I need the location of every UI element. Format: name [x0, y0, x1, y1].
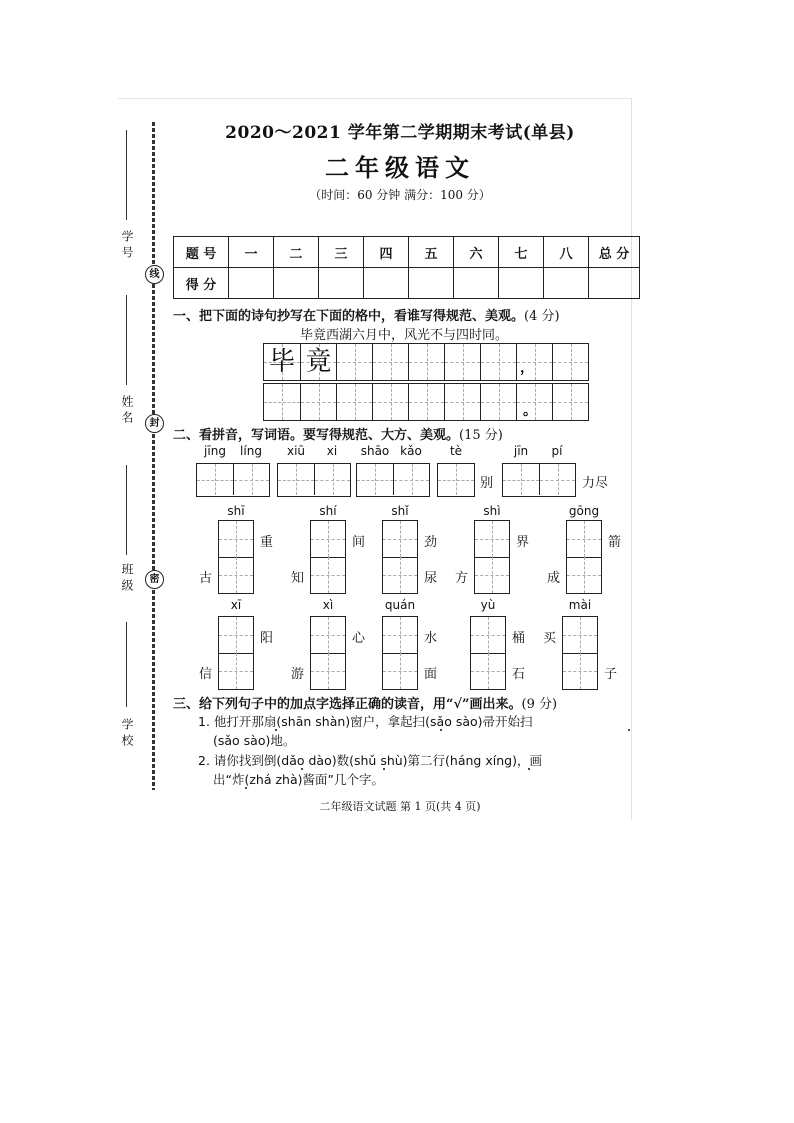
answer-box[interactable]: [196, 463, 270, 497]
write-line-class: [126, 465, 127, 555]
given-char: 古: [199, 571, 213, 586]
table-cell: 三: [319, 237, 364, 268]
emphasis-dot: [301, 768, 303, 770]
score-cell[interactable]: [364, 268, 409, 299]
grid-cell[interactable]: [372, 344, 408, 380]
table-cell: 一: [229, 237, 274, 268]
answer-box[interactable]: [310, 616, 346, 690]
pinyin: shāo: [360, 444, 390, 458]
given-char: 劲: [424, 535, 438, 550]
table-cell: 五: [409, 237, 454, 268]
pinyin: shí: [319, 504, 337, 518]
label-student-id: 学 号: [120, 230, 134, 258]
given-char: 桶: [512, 631, 526, 646]
pinyin: shǐ: [391, 504, 409, 518]
table-cell: 二: [274, 237, 319, 268]
answer-box[interactable]: [218, 520, 254, 594]
grid-cell[interactable]: [300, 384, 336, 420]
given-char: 知: [291, 571, 305, 586]
table-cell: 七: [499, 237, 544, 268]
pinyin: yù: [480, 598, 496, 612]
period-mark: 。: [523, 403, 537, 419]
grid-cell[interactable]: [336, 344, 372, 380]
grid-cell[interactable]: [444, 384, 480, 420]
answer-box[interactable]: [277, 463, 351, 497]
section1-heading: 一、把下面的诗句抄写在下面的格中，看谁写得规范、美观。(4 分): [173, 309, 560, 324]
given-char: 游: [291, 667, 305, 682]
emphasis-dot: [245, 787, 247, 789]
comma-mark: ，: [520, 360, 534, 376]
answer-box[interactable]: [356, 463, 430, 497]
pinyin: xiū: [286, 444, 306, 458]
table-cell: 题 号: [174, 237, 229, 268]
table-cell: 得 分: [174, 268, 229, 299]
table-cell: 六: [454, 237, 499, 268]
table-row: [174, 268, 640, 299]
answer-box[interactable]: [566, 520, 602, 594]
given-char: 心: [352, 631, 366, 646]
table-cell: 八: [544, 237, 589, 268]
pinyin: shì: [483, 504, 501, 518]
pinyin: shī: [227, 504, 245, 518]
section3-heading: 三、给下列句子中的加点字选择正确的读音，用“√”画出来。(9 分): [173, 697, 558, 712]
answer-box[interactable]: [470, 616, 506, 690]
answer-box[interactable]: [562, 616, 598, 690]
copy-grid-row-1: [263, 343, 589, 381]
given-char: 信: [199, 667, 213, 682]
grid-cell: 竟: [300, 344, 336, 380]
pinyin: líng: [240, 444, 262, 458]
given-char: 箭: [608, 535, 622, 550]
answer-box[interactable]: [218, 616, 254, 690]
pinyin: jīn: [513, 444, 529, 458]
exam-info: （时间：60 分钟 满分：100 分）: [309, 188, 491, 202]
poem-line: 毕竟西湖六月中，风光不与四时同。: [300, 328, 509, 343]
given-char: 力尽: [582, 476, 609, 491]
table-cell: 四: [364, 237, 409, 268]
pinyin: quán: [384, 598, 416, 612]
grid-cell: [552, 344, 588, 380]
given-char: 别: [480, 476, 494, 491]
answer-box[interactable]: [382, 520, 418, 594]
grid-cell[interactable]: [372, 384, 408, 420]
grid-cell[interactable]: [264, 384, 300, 420]
answer-box[interactable]: [382, 616, 418, 690]
emphasis-dot: [628, 729, 630, 731]
grid-cell[interactable]: [408, 344, 444, 380]
given-char: 界: [516, 535, 530, 550]
label-name: 姓 名: [120, 395, 134, 423]
pinyin: xi: [326, 444, 338, 458]
given-char: 尿: [424, 571, 438, 586]
grid-cell[interactable]: [444, 344, 480, 380]
score-cell[interactable]: [409, 268, 454, 299]
score-cell[interactable]: [454, 268, 499, 299]
grid-cell[interactable]: [336, 384, 372, 420]
score-cell[interactable]: [274, 268, 319, 299]
emphasis-dot: [528, 768, 530, 770]
score-cell[interactable]: [229, 268, 274, 299]
section2-heading: 二、看拼音，写词语。要写得规范、大方、美观。(15 分): [173, 428, 503, 443]
section3-points: (9 分): [521, 697, 558, 712]
score-table: [173, 236, 640, 299]
seal-xian: 线: [145, 265, 164, 284]
label-school: 学 校: [120, 718, 134, 746]
grid-cell[interactable]: [408, 384, 444, 420]
answer-box[interactable]: [474, 520, 510, 594]
pinyin: xì: [322, 598, 334, 612]
given-char: 重: [260, 535, 274, 550]
pinyin: pí: [551, 444, 563, 458]
pinyin: gōng: [568, 504, 600, 518]
pinyin: mài: [568, 598, 592, 612]
score-cell[interactable]: [589, 268, 640, 299]
given-char: 间: [352, 535, 366, 550]
grid-cell[interactable]: [480, 344, 516, 380]
paper-edge: [631, 98, 632, 820]
answer-box[interactable]: [310, 520, 346, 594]
seal-feng: 封: [145, 414, 164, 433]
question-1-line-1: 1. 他打开那扇(shān shàn)窗户，拿起扫(sǎo sào)帚开始扫: [198, 714, 533, 729]
given-char: 石: [512, 667, 526, 682]
grid-cell: 毕: [264, 344, 300, 380]
question-2-line-2: 出“炸(zhá zhà)酱面”几个字。: [213, 772, 384, 787]
given-char: 水: [424, 631, 438, 646]
given-char: 买: [543, 631, 557, 646]
table-row: [174, 237, 640, 268]
section1-points: (4 分): [524, 309, 560, 324]
seal-mi: 密: [145, 570, 164, 589]
pinyin: tè: [449, 444, 463, 458]
label-class: 班 级: [120, 563, 134, 591]
question-2-line-1: 2. 请你找到倒(dǎo dào)数(shǔ shù)第二行(háng xíng)，画: [198, 753, 542, 768]
binding-dashed-line: [152, 122, 155, 790]
pinyin: xī: [230, 598, 242, 612]
question-1-line-2: (sǎo sào)地。: [213, 733, 296, 748]
score-cell[interactable]: [319, 268, 364, 299]
emphasis-dot: [383, 768, 385, 770]
pinyin: jīng: [204, 444, 226, 458]
emphasis-dot: [440, 729, 442, 731]
section2-points: (15 分): [459, 428, 503, 443]
write-line-student-id: [126, 130, 127, 220]
grid-cell: [552, 384, 588, 420]
given-char: 方: [455, 571, 469, 586]
emphasis-dot: [275, 729, 277, 731]
answer-box[interactable]: [502, 463, 576, 497]
paper-edge: [118, 98, 632, 99]
page-footer: 二年级语文试题 第 1 页(共 4 页): [319, 800, 481, 813]
given-char: 阳: [260, 631, 274, 646]
grid-cell[interactable]: [480, 384, 516, 420]
given-char: 面: [424, 667, 438, 682]
answer-box[interactable]: [437, 463, 475, 497]
subject-title: 二年级语文: [325, 153, 475, 182]
given-char: 子: [604, 667, 618, 682]
pinyin: kǎo: [400, 444, 422, 458]
write-line-school: [126, 622, 127, 707]
table-cell: 总 分: [589, 237, 640, 268]
score-cell[interactable]: [544, 268, 589, 299]
copy-grid-row-2: [263, 383, 589, 421]
write-line-name: [126, 295, 127, 385]
score-cell[interactable]: [499, 268, 544, 299]
exam-title: 2020～2021 学年第二学期期末考试(单县): [225, 123, 575, 143]
given-char: 成: [547, 571, 561, 586]
